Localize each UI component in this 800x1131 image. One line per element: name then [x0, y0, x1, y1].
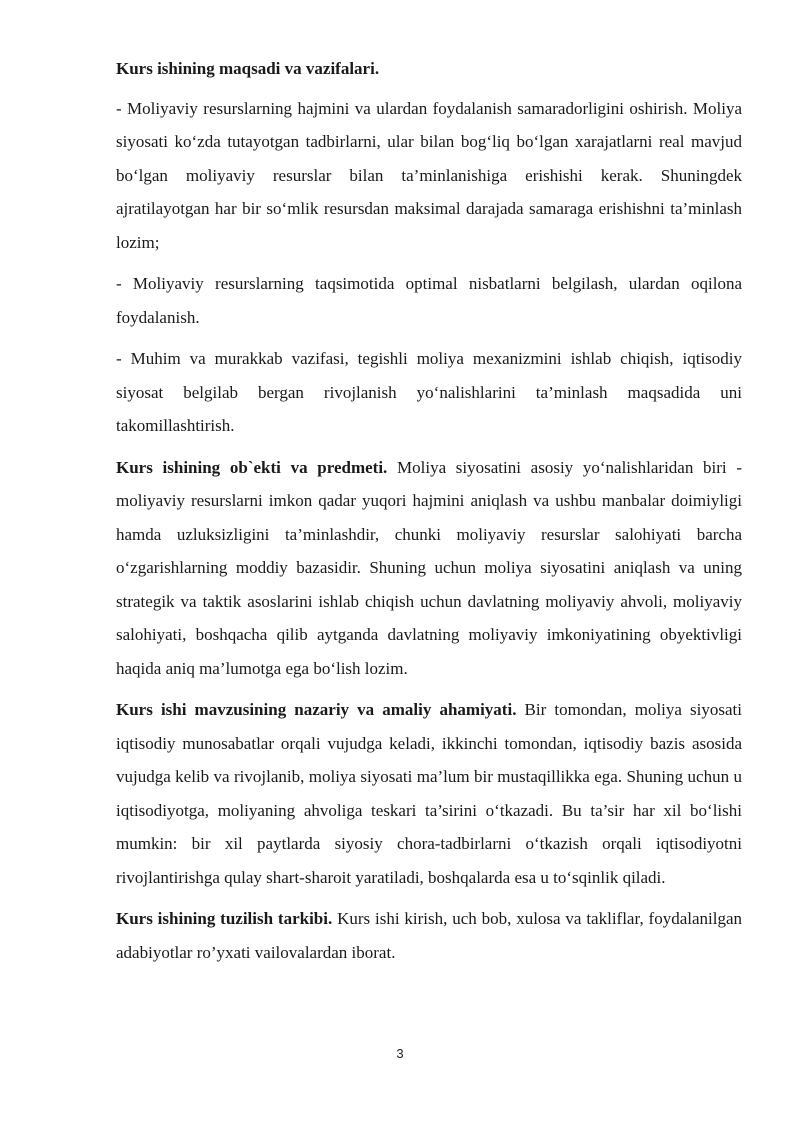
- paragraph-structure: [116, 902, 742, 969]
- paragraph-text: Kurs ishi kirish, uch bob, xulosa va takliflar, foydalanilgan adabiyotlar ro’yxati vailovalardan iborat.: [116, 909, 743, 962]
- document-page: [116, 52, 742, 977]
- paragraph-text: Moliya siyosatini asosiy yo‘nalishlaridan biri - moliyaviy resurslarni imkon qadar yuqori hajmini aniqlash va ushbu manbalar doimiyligi hamda uzluksizligini ta’minlashdir, chunki moliyaviy resurslar salohiyati barcha o‘zgarishlarning moddiy bazasidir. Shuning uchun moliya siyosatini aniqlash va uning strategik va taktik asoslarini ishlab chiqish uchun davlatning moliyaviy ahvoli, moliyaviy salohiyati, boshqacha qilib aytganda davlatning moliyaviy imkoniyatining obyektivligi haqida aniq ma’lumotga ega bo‘lish lozim.: [116, 457, 742, 678]
- paragraph-object-subject: [116, 451, 742, 686]
- paragraph-goal-3: [116, 342, 742, 443]
- paragraph-text: - Moliyaviy resurslarning taqsimotida optimal nisbatlarni belgilash, ulardan oqilona foydalanish.: [116, 274, 742, 327]
- paragraph-lead: Kurs ishining ob`ekti va predmeti.: [116, 457, 388, 477]
- paragraph-significance: [116, 693, 742, 894]
- paragraph-goal-2: [116, 267, 742, 334]
- page-number: 3: [396, 1046, 404, 1061]
- paragraph-lead: Kurs ishi mavzusining nazariy va amaliy ahamiyati.: [116, 700, 517, 719]
- section-title: Kurs ishining maqsadi va vazifalari.: [116, 59, 380, 78]
- section-title-paragraph: [116, 52, 742, 86]
- paragraph-lead: Kurs ishining tuzilish tarkibi.: [116, 909, 333, 928]
- paragraph-goal-1: [116, 92, 742, 260]
- paragraph-text: - Moliyaviy resurslarning hajmini va ulardan foydalanish samaradorligini oshirish. Moliya siyosati ko‘zda tutayotgan tadbirlarni, ular bilan bog‘liq bo‘lgan xarajatlarni real mavjud bo‘lgan moliyaviy resurslar bilan ta’minlanishiga erishishi kerak. Shuningdek ajratilayotgan har bir so‘mlik resursdan maksimal darajada samaraga erishishni ta’minlash lozim;: [116, 98, 742, 252]
- paragraph-text: - Muhim va murakkab vazifasi, tegishli moliya mexanizmini ishlab chiqish, iqtisodiy siyosat belgilab bergan rivojlanish yo‘nalishlarini ta’minlash maqsadida uni takomillashtirish.: [116, 349, 742, 435]
- paragraph-text: Bir tomondan, moliya siyosati iqtisodiy munosabatlar orqali vujudga keladi, ikkinchi tomondan, iqtisodiy bazis asosida vujudga kelib va rivojlanib, moliya siyosati ma’lum bir mustaqillikka ega. Shuning uchun u iqtisodiyotga, moliyaning ahvoliga teskari ta’sirini o‘tkazadi. Bu ta’sir har xil bo‘lishi mumkin: bir xil paytlarda siyosiy chora-tadbirlarni o‘tkazish orqali iqtisodiyotni rivojlantirishga qulay shart-sharoit yaratiladi, boshqalarda esa u to‘sqinlik qiladi.: [116, 700, 742, 887]
